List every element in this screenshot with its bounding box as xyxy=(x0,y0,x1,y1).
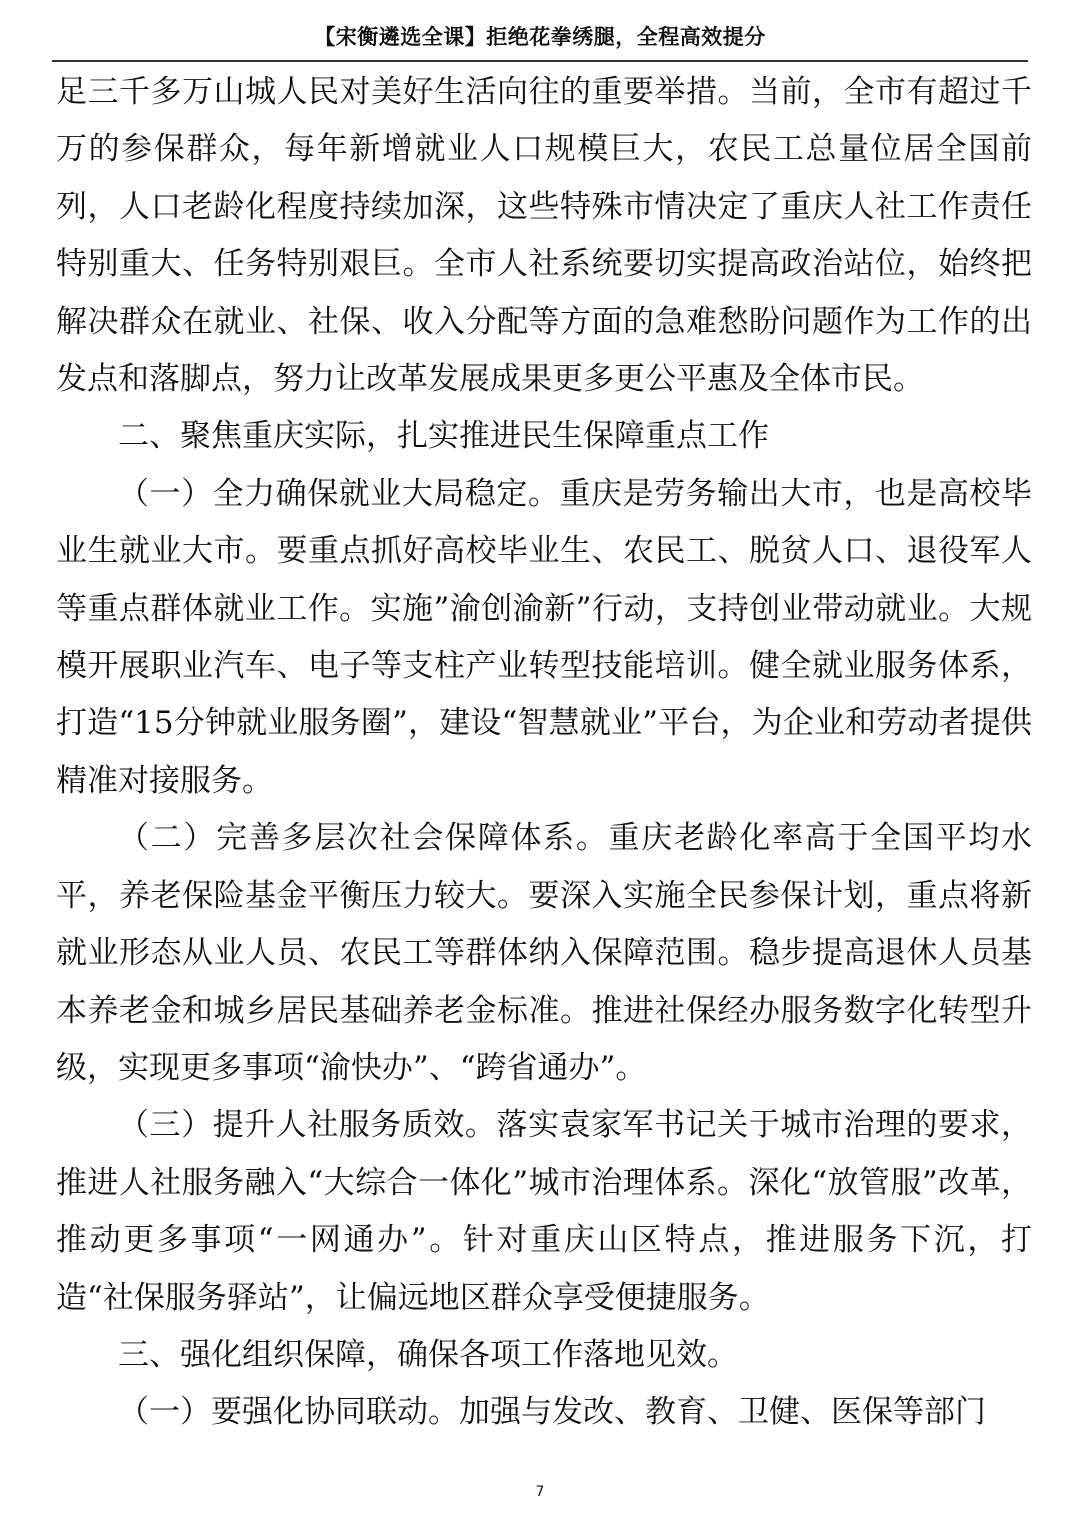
paragraph-service-quality: （三）提升人社服务质效。落实袁家军书记关于城市治理的要求，推进人社服务融入“大综合一体化”城市治理体系。深化“放管服”改革，推动更多事项“一网通办”。针对重庆山区特点，推进服务下沉，打造“社保服务驿站”，让偏远地区群众享受便捷服务。 xyxy=(56,1107,1032,1316)
page-header-title: 【宋衡遴选全课】拒绝花拳绣腿，全程高效提分 xyxy=(314,25,766,49)
paragraph-employment: （一）全力确保就业大局稳定。重庆是劳务输出大市，也是高校毕业生就业大市。要重点抓好高校毕业生、农民工、脱贫人口、退役军人等重点群体就业工作。实施”渝创渝新”行动，支持创业带动就业。大规模开展职业汽车、电子等支柱产业转型技能培训。健全就业服务体系，打造“15分钟就业服务圈”，建设“智慧就业”平台，为企业和劳动者提供精准对接服务。 xyxy=(56,475,1032,799)
section-heading-2: 二、聚焦重庆实际，扎实推进民生保障重点工作 xyxy=(118,418,769,455)
paragraph-coordination: （一）要强化协同联动。加强与发改、教育、卫健、医保等部门 xyxy=(118,1394,986,1431)
page-number: 7 xyxy=(535,1484,545,1500)
section-heading-3: 三、强化组织保障，确保各项工作落地见效。 xyxy=(118,1336,738,1373)
document-body xyxy=(56,64,1032,1442)
paragraph-social-security: （二）完善多层次社会保障体系。重庆老龄化率高于全国平均水平，养老保险基金平衡压力较大。要深入实施全民参保计划，重点将新就业形态从业人员、农民工等群体纳入保障范围。稳步提高退休人员基本养老金和城乡居民基础养老金标准。推进社保经办服务数字化转型升级，实现更多事项“渝快办”、“跨省通办”。 xyxy=(56,820,1032,1086)
header-divider xyxy=(52,60,1028,62)
paragraph-continuation: 足三千多万山城人民对美好生活向往的重要举措。当前，全市有超过千万的参保群众，每年新增就业人口规模巨大，农民工总量位居全国前列，人口老龄化程度持续加深，这些特殊市情决定了重庆人社工作责任特别重大、任务特别艰巨。全市人社系统要切实提高政治站位，始终把解决群众在就业、社保、收入分配等方面的急难愁盼问题作为工作的出发点和落脚点，努力让改革发展成果更多更公平惠及全体市民。 xyxy=(56,74,1032,398)
